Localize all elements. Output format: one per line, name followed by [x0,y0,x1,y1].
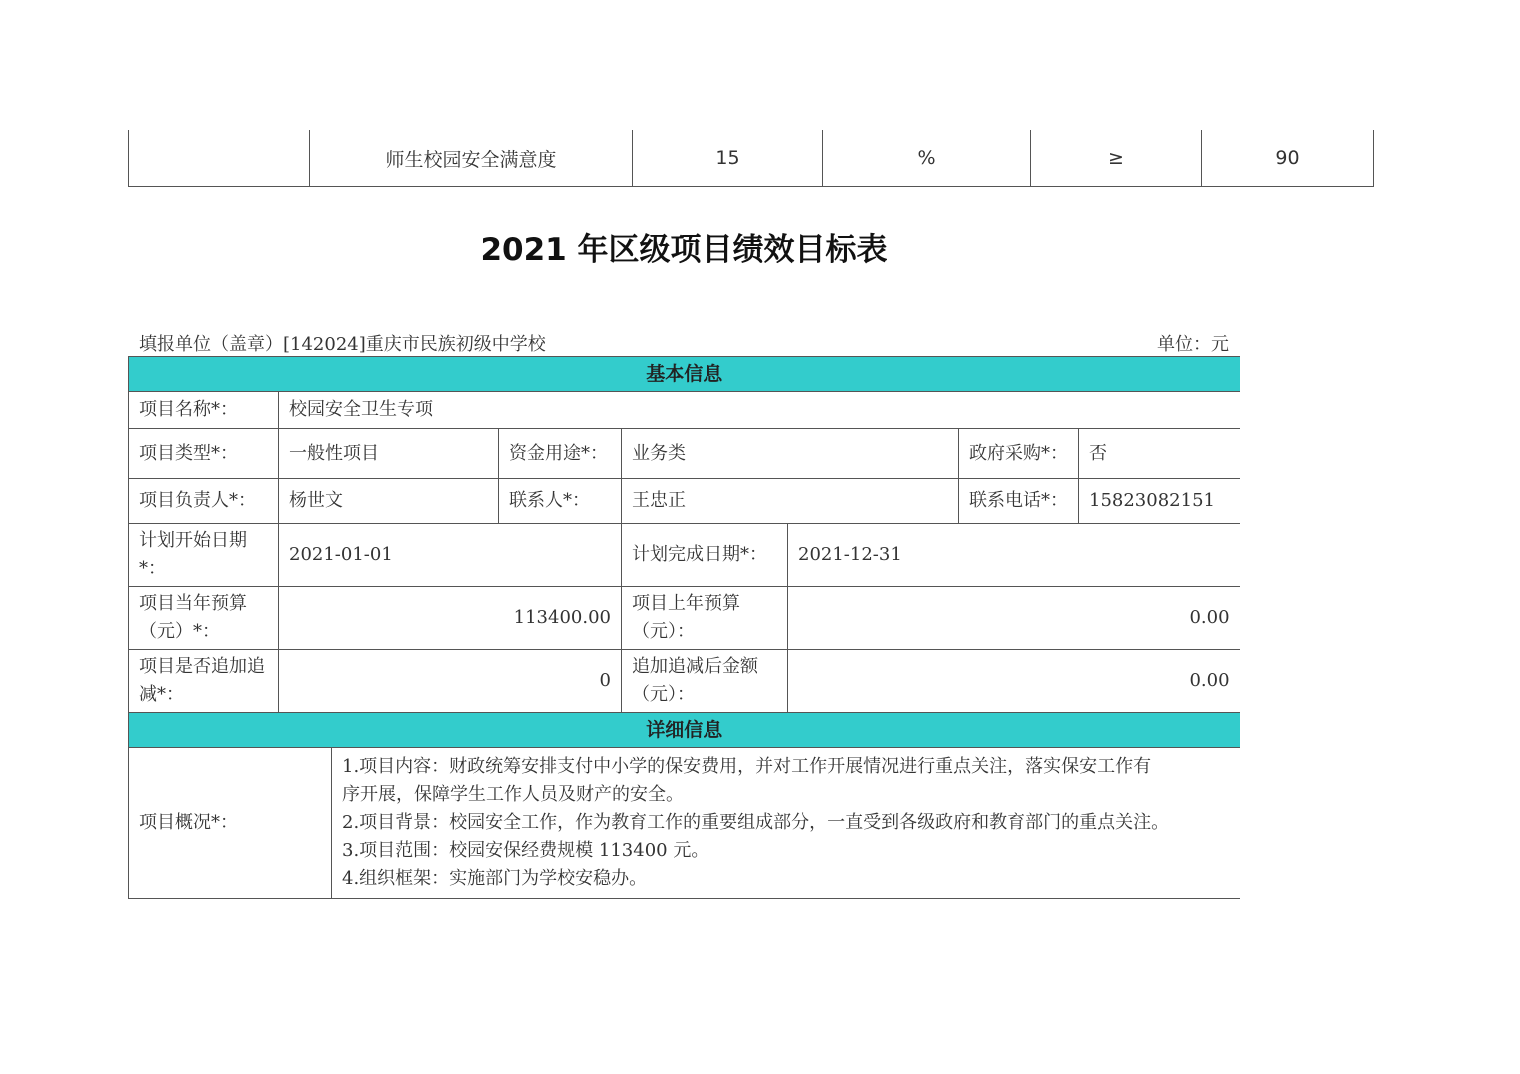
indicator-unit: % [823,130,1031,187]
end-date-value: 2021-12-31 [788,524,1240,587]
table-row [129,130,1374,187]
project-name-value: 校园安全卫生专项 [279,392,1240,429]
table-row [129,748,1240,899]
phone-label: 联系电话*： [959,479,1079,524]
leader-value: 杨世文 [279,479,499,524]
contact-label: 联系人*： [499,479,622,524]
project-type-value: 一般性项目 [279,429,499,479]
basic-info-header-row [129,357,1240,392]
table-row [129,524,1240,587]
table-row [129,587,1240,650]
currency-unit: 单位：元 [1157,334,1229,355]
project-name-label: 项目名称*： [129,392,279,429]
gov-purchase-value: 否 [1079,429,1240,479]
basic-info-header: 基本信息 [129,357,1240,392]
document-title: 2021 年区级项目绩效目标表 [480,232,888,268]
overview-line: 1.项目内容：财政统筹安排支付中小学的保安费用，并对工作开展情况进行重点关注，落实保安工作有 [342,756,1152,777]
end-date-label: 计划完成日期*： [622,524,788,587]
leader-label: 项目负责人*： [129,479,279,524]
adjusted-amount-label: 追加追减后金额（元）： [622,650,788,713]
previous-page-table [128,130,1374,187]
indicator-weight: 15 [633,130,823,187]
gov-purchase-label: 政府采购*： [959,429,1079,479]
adjust-value: 0 [279,650,622,713]
overview-line: 4.组织框架：实施部门为学校安稳办。 [342,868,648,889]
table-row [129,479,1240,524]
start-date-value: 2021-01-01 [279,524,622,587]
fund-use-value: 业务类 [622,429,959,479]
project-type-label: 项目类型*： [129,429,279,479]
contact-value: 王忠正 [622,479,959,524]
overview-line: 2.项目背景：校园安全工作，作为教育工作的重要组成部分，一直受到各级政府和教育部门的重点关注。 [342,812,1170,833]
empty-cell [129,130,310,187]
budget-value: 113400.00 [279,587,622,650]
overview-line: 序开展，保障学生工作人员及财产的安全。 [342,784,684,805]
indicator-name: 师生校园安全满意度 [310,130,633,187]
budget-label: 项目当年预算（元）*： [129,587,279,650]
filler-unit: 填报单位（盖章）[142024]重庆市民族初级中学校 [139,334,546,355]
table-row [129,650,1240,713]
prev-budget-value: 0.00 [788,587,1240,650]
overview-content [332,748,1240,899]
table-row [129,392,1240,429]
overview-line: 3.项目范围：校园安保经费规模 113400 元。 [342,840,710,861]
detail-info-header: 详细信息 [129,713,1240,748]
start-date-label: 计划开始日期*： [129,524,279,587]
fund-use-label: 资金用途*： [499,429,622,479]
overview-label: 项目概况*： [129,748,332,899]
indicator-operator: ≥ [1031,130,1202,187]
performance-target-table [128,356,1240,899]
table-row [129,429,1240,479]
phone-value: 15823082151 [1079,479,1240,524]
prev-budget-label: 项目上年预算（元）： [622,587,788,650]
indicator-target: 90 [1202,130,1374,187]
adjust-label: 项目是否追加追减*： [129,650,279,713]
adjusted-amount-value: 0.00 [788,650,1240,713]
detail-info-header-row [129,713,1240,748]
